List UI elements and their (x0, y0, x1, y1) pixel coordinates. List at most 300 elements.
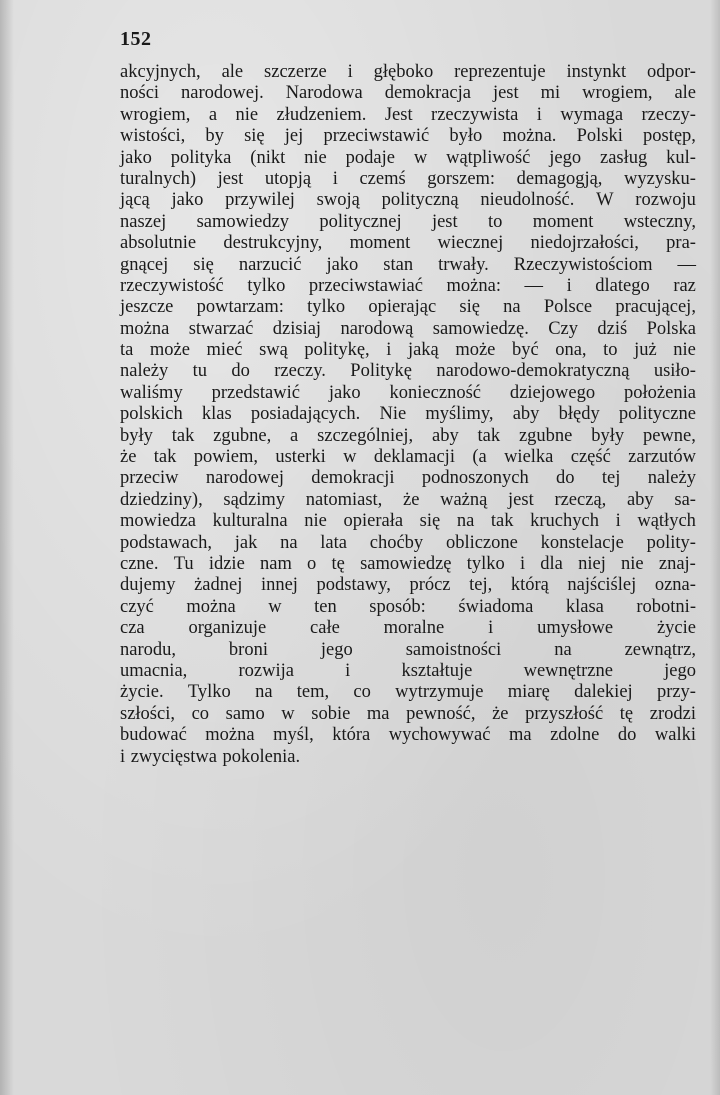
word: a (290, 425, 299, 446)
word: destrukcyjny, (223, 233, 323, 254)
word: można. (502, 126, 557, 147)
word: położenia (624, 382, 696, 403)
word: czne. (120, 553, 159, 574)
word: umysłowe (537, 618, 614, 639)
word: tylko (466, 553, 505, 574)
word: do (231, 361, 250, 382)
word: może (455, 340, 496, 361)
word: samo (225, 703, 265, 724)
word: usiło- (653, 361, 696, 382)
word: i (566, 275, 572, 296)
word: aby (512, 404, 540, 425)
word: na (280, 532, 298, 553)
word: swą (259, 340, 288, 361)
word: wyzysku- (624, 168, 696, 189)
word: broni (228, 639, 268, 660)
word: polityczne (618, 404, 696, 425)
word: i (345, 660, 351, 681)
word: jako (326, 254, 359, 275)
word: natomiast, (305, 489, 383, 510)
word: nieudolność. (480, 190, 575, 211)
word: szłości, (120, 703, 175, 724)
word: na (255, 682, 273, 703)
word: do (556, 468, 575, 489)
word: pokolenia. (222, 746, 301, 767)
word: jest (508, 489, 534, 510)
word: należy (647, 468, 696, 489)
word: narodowej (205, 468, 284, 489)
word: jako (120, 147, 152, 168)
word: tę (331, 553, 345, 574)
word: — (524, 275, 544, 296)
word: rzeczy. (274, 361, 326, 382)
word: choćby (369, 532, 424, 553)
word: Rzeczywistościom (513, 254, 653, 275)
word: całe (310, 618, 340, 639)
word: wytrzymuje (395, 682, 484, 703)
text-line (120, 105, 696, 126)
word: co (353, 682, 371, 703)
word: że (402, 489, 420, 510)
word: podaje (345, 147, 395, 168)
word: nie (673, 340, 696, 361)
text-line (120, 426, 696, 447)
word: ności (120, 83, 160, 104)
word: zarzutów (628, 447, 696, 468)
word: jako (328, 382, 361, 403)
word: dzisiaj (272, 318, 322, 339)
word: samowiedzę (360, 553, 452, 574)
word: sądzimy (223, 489, 286, 510)
text-line (120, 126, 696, 147)
word: robotni- (636, 596, 696, 617)
word: tej (601, 468, 621, 489)
word: ozna- (654, 575, 696, 596)
word: demokracja (384, 83, 471, 104)
word: to (488, 211, 503, 232)
word: wewnętrzne (523, 660, 613, 681)
word: rzeczy- (641, 104, 696, 125)
text-line (120, 383, 696, 404)
word: która (332, 725, 371, 746)
word: utopją (264, 168, 312, 189)
word: nie (304, 511, 327, 532)
word: jego (320, 639, 353, 660)
word: — (677, 254, 696, 275)
word: narodu, (120, 639, 176, 660)
word: Polsce (543, 297, 593, 318)
word: podstawy, (316, 575, 391, 596)
word: zasług (600, 147, 648, 168)
word: konieczność (389, 382, 481, 403)
word: na (554, 639, 572, 660)
text-line (120, 490, 696, 511)
word: jej (284, 126, 304, 147)
word: akcyjnych, (120, 62, 201, 82)
word: polity- (646, 532, 696, 553)
word: rzeczą, (554, 489, 607, 510)
word: politykę, (304, 340, 370, 361)
word: zrodzi (649, 703, 696, 724)
word: dujemy (120, 575, 176, 596)
text-line (120, 661, 696, 682)
word: klasa (565, 596, 604, 617)
word: umacnia, (120, 660, 188, 681)
word: lata (320, 532, 347, 553)
word: konstelacje (540, 532, 624, 553)
word: część (570, 447, 611, 468)
word: ten (314, 596, 337, 617)
word: i (347, 62, 353, 82)
word: jego (664, 660, 696, 681)
word: Nie (379, 404, 407, 425)
word: życie. (120, 682, 164, 703)
text-line (120, 704, 696, 725)
word: czyć (120, 596, 154, 617)
word: wątpliwość (446, 147, 531, 168)
word: odpor- (647, 62, 696, 82)
word: narzucić (238, 254, 302, 275)
word: podstawach, (120, 532, 212, 553)
word: i (332, 168, 338, 189)
word: sa- (674, 489, 696, 510)
word: (a (472, 447, 487, 468)
word: politycznej (319, 211, 402, 232)
word: narodowo-demokratyczną (436, 361, 630, 382)
word: wielka (504, 447, 554, 468)
word: dlatego (595, 275, 650, 296)
word: można (186, 596, 236, 617)
word: jak (234, 532, 258, 553)
text-line (120, 747, 696, 768)
word: jako (171, 190, 204, 211)
word: polityczną (381, 190, 459, 211)
word: kul- (666, 147, 696, 168)
word: a (208, 104, 218, 125)
word: na (456, 511, 475, 532)
word: W (596, 190, 614, 211)
word: demagogją, (516, 168, 603, 189)
word: myśl, (273, 725, 314, 746)
word: walki (654, 725, 696, 746)
word: miarę (507, 682, 550, 703)
word: zdolne (550, 725, 600, 746)
word: i (536, 104, 542, 125)
word: innej (260, 575, 298, 596)
word: postęp, (643, 126, 696, 147)
word: świadoma (458, 596, 534, 617)
word: instynkt (566, 62, 627, 82)
word: się (419, 511, 441, 532)
text-line (120, 640, 696, 661)
word: samoistności (405, 639, 502, 660)
word: należy (120, 361, 169, 382)
word: tak (477, 425, 501, 446)
word: nie (235, 104, 259, 125)
word: czemś (359, 168, 406, 189)
text-line (120, 597, 696, 618)
text-line (120, 297, 696, 318)
word: Narodowa (285, 83, 363, 104)
word: samowiedzę. (432, 318, 529, 339)
text-line (120, 233, 696, 254)
word: tak (490, 511, 514, 532)
text-line (120, 340, 696, 361)
word: myślimy, (425, 404, 494, 425)
word: sposób: (369, 596, 426, 617)
word: pra- (666, 233, 696, 254)
word: ale (221, 62, 244, 82)
word: życie (656, 618, 696, 639)
page-number: 152 (120, 28, 152, 50)
word: były (120, 425, 153, 446)
word: mi (540, 83, 561, 104)
word: (nikt (250, 147, 286, 168)
word: moment (532, 211, 594, 232)
word: złudzeniem. (276, 104, 367, 125)
text-line (120, 276, 696, 297)
word: nie (304, 147, 327, 168)
word: i (615, 511, 621, 532)
word: pracującej, (615, 297, 696, 318)
word: absolutnie (120, 233, 197, 254)
word: opierając (368, 297, 437, 318)
word: i (386, 340, 392, 361)
word: ta (120, 340, 134, 361)
word: kulturalna (212, 511, 288, 532)
word: tej, (469, 575, 493, 596)
word: tylko (247, 275, 286, 296)
word: jącą (120, 190, 150, 211)
word: było (449, 126, 483, 147)
word: dziś (597, 318, 628, 339)
word: wrogiem, (582, 83, 653, 104)
word: turalnych) (120, 168, 197, 189)
word: się (459, 297, 480, 318)
word: swoją (316, 190, 360, 211)
word: tu (192, 361, 208, 382)
word: można (120, 318, 170, 339)
word: rzeczywista (431, 104, 519, 125)
word: szczególniej, (317, 425, 414, 446)
word: być (511, 340, 539, 361)
word: że (492, 703, 509, 724)
word: można: (446, 275, 501, 296)
word: powtarzam: (196, 297, 284, 318)
text-line (120, 255, 696, 276)
word: gorszem: (427, 168, 496, 189)
word: na (503, 297, 521, 318)
word: tak (153, 447, 177, 468)
word: wiecznej (437, 233, 504, 254)
word: raz (673, 275, 696, 296)
text-line (120, 148, 696, 169)
word: cza (120, 618, 145, 639)
word: dziedziny), (120, 489, 203, 510)
text-line (120, 447, 696, 468)
word: zewnątrz, (624, 639, 696, 660)
word: kształtuje (401, 660, 473, 681)
word: idzie (208, 553, 245, 574)
word: aby (626, 489, 654, 510)
word: w (281, 703, 295, 724)
word: ale (674, 83, 696, 104)
word: że (120, 447, 137, 468)
word: w (268, 596, 282, 617)
word: ma (508, 725, 532, 746)
word: były (591, 425, 625, 446)
word: usterki (275, 447, 326, 468)
word: przywilej (225, 190, 295, 211)
word: ona, (555, 340, 587, 361)
word: wymaga (560, 104, 624, 125)
word: nie (621, 553, 644, 574)
text-line (120, 62, 696, 83)
word: przedstawić (211, 382, 300, 403)
text-line (120, 319, 696, 340)
word: stan (383, 254, 414, 275)
word: polskich (120, 404, 183, 425)
word: samowiedzy (196, 211, 290, 232)
word: ma (366, 703, 390, 724)
word: w (413, 147, 428, 168)
word: prócz (409, 575, 451, 596)
word: to (603, 340, 618, 361)
word: co (191, 703, 210, 724)
word: polityka (170, 147, 232, 168)
text-line (120, 511, 696, 532)
word: przeciwstawiać (308, 275, 423, 296)
text-line (120, 682, 696, 703)
word: jest (492, 83, 519, 104)
word: waliśmy (120, 382, 183, 403)
word: i (120, 746, 126, 767)
word: nam (259, 553, 292, 574)
word: kruchych (530, 511, 599, 532)
word: i (488, 618, 494, 639)
word: tylko (307, 297, 346, 318)
word: rozwoju (635, 190, 696, 211)
word: wsteczny, (623, 211, 696, 232)
word: narodowej. (181, 83, 264, 104)
word: organizuje (188, 618, 267, 639)
word: już (634, 340, 657, 361)
word: klas (201, 404, 232, 425)
word: moralne (383, 618, 445, 639)
word: jest (217, 168, 244, 189)
word: aby (431, 425, 459, 446)
word: przyszłość (525, 703, 604, 724)
word: wychowywać (388, 725, 491, 746)
word: moment (349, 233, 411, 254)
word: błędy (558, 404, 600, 425)
word: zgubne, (213, 425, 272, 446)
word: i (519, 553, 526, 574)
word: najściślej (567, 575, 637, 596)
text-line (120, 190, 696, 211)
text-line (120, 468, 696, 489)
word: stwarzać (188, 318, 254, 339)
word: naszej (120, 211, 167, 232)
word: jego (549, 147, 582, 168)
word: deklamacji (373, 447, 455, 468)
word: którą (510, 575, 549, 596)
word: posiadających. (250, 404, 361, 425)
word: wątłych (637, 511, 696, 532)
word: wrogiem, (120, 104, 191, 125)
word: gnącej (120, 254, 169, 275)
word: przeciw (120, 468, 179, 489)
word: budować (120, 725, 187, 746)
text-line (120, 554, 696, 575)
word: może (149, 340, 190, 361)
word: wistości, (120, 126, 186, 147)
word: zgubne (518, 425, 573, 446)
word: niej (578, 553, 606, 574)
word: tak (171, 425, 195, 446)
word: dziejowego (509, 382, 596, 403)
word: Tu (173, 553, 194, 574)
word: znaj- (658, 553, 696, 574)
word: Politykę (350, 361, 412, 382)
word: mowiedza (120, 511, 197, 532)
word: o (307, 553, 317, 574)
word: jaką (407, 340, 439, 361)
text-line (120, 575, 696, 596)
word: do (617, 725, 637, 746)
word: ważną (440, 489, 488, 510)
word: Czy (548, 318, 579, 339)
word: dalekiej (574, 682, 633, 703)
word: reprezentuje (454, 62, 546, 82)
word: przy- (656, 682, 696, 703)
text-line (120, 533, 696, 554)
word: tem, (296, 682, 330, 703)
word: niedojrzałości, (530, 233, 639, 254)
word: trwały. (438, 254, 489, 275)
word: Polska (646, 318, 696, 339)
word: by (205, 126, 224, 147)
word: Tylko (187, 682, 231, 703)
body-text (120, 62, 696, 768)
word: opierała (343, 511, 404, 532)
word: się (244, 126, 265, 147)
word: narodową (340, 318, 414, 339)
text-line (120, 618, 696, 639)
word: zwycięstwa (130, 746, 217, 767)
word: głęboko (373, 62, 434, 82)
word: mieć (206, 340, 243, 361)
text-line (120, 725, 696, 746)
word: rzeczywistość (120, 275, 224, 296)
word: żadnej (194, 575, 243, 596)
word: się (193, 254, 214, 275)
word: pewność, (406, 703, 476, 724)
text-line (120, 361, 696, 382)
word: demokracji (311, 468, 395, 489)
text-line (120, 404, 696, 425)
word: tę (619, 703, 634, 724)
word: powiem, (193, 447, 258, 468)
word: jeszcze (120, 297, 174, 318)
word: Jest (384, 104, 413, 125)
text-line (120, 169, 696, 190)
word: rozwija (238, 660, 294, 681)
word: dla (540, 553, 563, 574)
text-line (120, 212, 696, 233)
word: przeciwstawić (323, 126, 430, 147)
word: jest (431, 211, 458, 232)
